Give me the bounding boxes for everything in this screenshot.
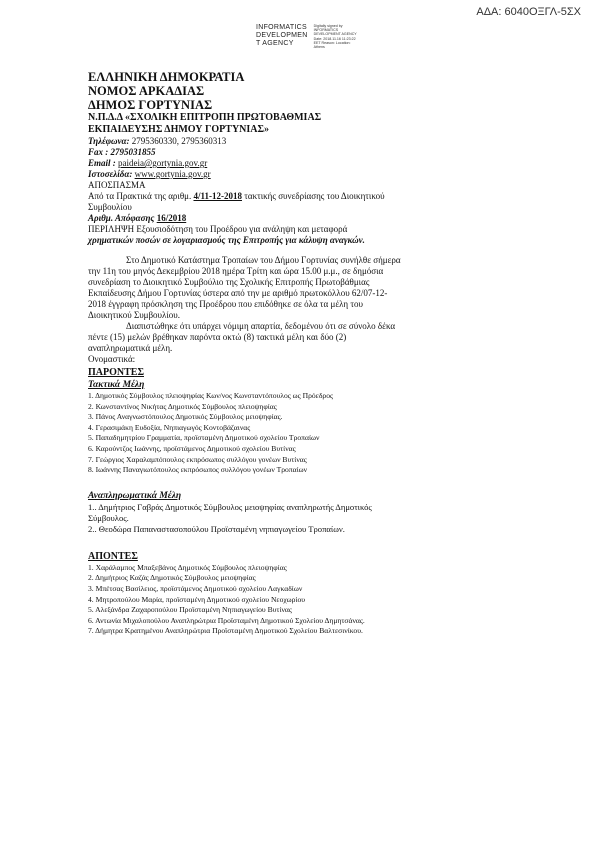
digital-signature-stamp <box>256 24 362 49</box>
para-line: αναπληρωματικά μέλη. <box>88 343 173 353</box>
header-municipality: ΔΗΜΟΣ ΓΟΡΤΥΝΙΑΣ <box>88 98 213 112</box>
document-title: ΑΠΟΣΠΑΣΜΑ <box>88 180 146 190</box>
paragraph-session <box>88 255 506 321</box>
para-line: 2018 έγγραφη πρόσκληση της Προέδρου που επιδόθηκε σε όλα τα μέλη του <box>88 299 363 309</box>
minutes-line <box>88 191 506 202</box>
para-line: Διοικητικού Συμβουλίου. <box>88 310 180 320</box>
minutes-number: 4/11-12-2018 <box>193 191 242 201</box>
header-republic: ΕΛΛΗΝΙΚΗ ΔΗΜΟΚΡΑΤΙΑ <box>88 70 245 84</box>
summary-line-2: χρηματικών ποσών σε λογαριασμούς της Επιτροπής για κάλυψη αναγκών. <box>88 235 365 245</box>
list-item: 4. Γερασιμάκη Ευδοξία, Νηπιαγωγός Κοντοβάζαινας <box>88 422 251 432</box>
spacer <box>88 535 506 549</box>
list-item: 3. Μπέτσας Βασίλειος, προϊστάμενος Δημοτικού σχολείου Λαγκαδίων <box>88 583 303 593</box>
paragraph-quorum <box>88 321 506 354</box>
summary-line-1: ΠΕΡΙΛΗΨΗ Εξουσιοδότηση του Προέδρου για ανάληψη και μεταφορά <box>88 224 348 234</box>
phone-line <box>88 136 506 147</box>
list-item: 7. Γεώργιος Χαραλαμπόπουλος εκπρόσωπος συλλόγου γονέων Βυτίνας <box>88 454 307 464</box>
minutes-suffix: τακτικής συνεδρίασης του Διοικητικού <box>241 191 385 201</box>
list-item: 5. Παπαδημητρίου Γραμματία, προϊσταμένη Δημοτικού σχολείου Τροπαίων <box>88 433 320 443</box>
regular-members-list <box>88 391 506 476</box>
para-line: πέντε (15) μελών βρέθηκαν παρόντα οκτώ (8) τακτικά μέλη και δύο (2) <box>88 332 347 342</box>
email-line <box>88 158 506 169</box>
list-item: 2. Κωνσταντίνος Νικήτας Δημοτικός Σύμβουλος πλειοψηφίας <box>88 401 277 411</box>
list-item: 1. Δημοτικός Σύμβουλος πλειοψηφίας Κων/νος Κωνσταντόπουλος ως Πρόεδρος <box>88 391 334 400</box>
list-item: 2.. Θεοδώρα Παπαναστασοπούλου Προϊσταμένη νηπιαγωγείου Τροπαίων. <box>88 523 345 534</box>
alternate-members-list <box>88 502 506 535</box>
decision-line <box>88 213 506 224</box>
list-item: 4. Μητροπούλου Μαρία, προϊσταμένη Δημοτικού σχολείου Νεοχωρίου <box>88 594 306 604</box>
website-link[interactable]: www.gortynia.gov.gr <box>134 169 211 179</box>
document-body <box>88 70 506 637</box>
phone-label: Τηλέφωνα: <box>88 136 130 146</box>
para-line: Στο Δημοτικό Κατάστημα Τροπαίων του Δήμου Γορτυνίας συνήλθε σήμερα <box>126 255 401 265</box>
email-link[interactable]: paideia@gortynia.gov.gr <box>118 158 208 168</box>
list-item: 1.. Δημήτριος Γαβράς Δημοτικός Σύμβουλος μειοψηφίας αναπληρωτής Δημοτικός <box>88 501 372 512</box>
decision-number: 16/2018 <box>156 213 187 223</box>
logo-line: INFORMATICS <box>256 24 308 31</box>
regular-members-heading: Τακτικά Μέλη <box>88 380 145 390</box>
absent-heading: ΑΠΟΝΤΕΣ <box>88 550 138 562</box>
para-line: την 11η του μηνός Δεκεμβρίου 2018 ημέρα Τρίτη και ώρα 15.00 μ.μ., σε δημόσια <box>88 266 384 276</box>
list-item: 6. Αντωνία Μιχαλοπούλου Αναπληρώτρια Προϊσταμένη Δημοτικού Σχολείου Δημητσάνας. <box>88 615 365 625</box>
list-item: 6. Καρούντζος Ιωάννης, προϊστάμενος Δημοτικού σχολείου Βυτίνας <box>88 443 296 453</box>
names-label: Ονομαστικά: <box>88 354 136 364</box>
minutes-prefix: Από τα Πρακτικά της αριθμ. <box>88 191 194 201</box>
absent-members-list <box>88 563 506 637</box>
list-item: 3. Πάνος Αναγνωστόπουλος Δημοτικός Σύμβουλος μειοψηφίας. <box>88 412 283 422</box>
fax-line: Fax : 2795031855 <box>88 147 156 157</box>
para-line: Διαπιστώθηκε ότι υπάρχει νόμιμη απαρτία, δεδομένου ότι σε σύνολο δέκα <box>126 321 396 331</box>
alternate-members-heading: Αναπληρωματικά Μέλη <box>88 490 182 501</box>
list-item: 1. Χαράλαμπος Μπαξεβάνος Δημοτικός Σύμβουλος πλειοψηφίας <box>88 562 287 572</box>
website-line <box>88 169 506 180</box>
signature-details: Digitally signed by INFORMATICS DEVELOPMENT AGENCY Date: 2018.11.16 11:23:22 EET Reason: Location: Athens <box>313 24 357 50</box>
email-label: Email : <box>88 158 119 168</box>
header-prefecture: ΝΟΜΟΣ ΑΡΚΑΔΙΑΣ <box>88 84 205 98</box>
list-item: 8. Ιωάννης Παναγιωτόπουλος εκπρόσωπος συλλόγου γονέων Τροπαίων <box>88 465 308 475</box>
entity-line-1: Ν.Π.Δ.Δ «ΣΧΟΛΙΚΗ ΕΠΙΤΡΟΠΗ ΠΡΩΤΟΒΑΘΜΙΑΣ <box>88 112 322 123</box>
present-heading: ΠΑΡΟΝΤΕΣ <box>88 367 144 378</box>
list-item: 2. Δημήτριος Καζάς Δημοτικός Σύμβουλος μειοψηφίας <box>88 573 256 583</box>
para-line: Εκπαίδευσης Δήμου Γορτυνίας ύστερα από την με αριθμό πρωτοκόλλου 62/07-12- <box>88 288 388 298</box>
phone-value: 2795360330, 2795360313 <box>129 136 227 146</box>
decision-label: Αριθμ. Απόφασης <box>88 213 157 223</box>
para-line: συνεδρίαση το Διοικητικό Συμβούλιο της Σχολικής Επιτροπής Πρωτοβάθμιας <box>88 277 370 287</box>
list-item: Σύμβουλος. <box>88 512 129 523</box>
entity-line-2: ΕΚΠΑΙΔΕΥΣΗΣ ΔΗΜΟΥ ΓΟΡΤΥΝΙΑΣ» <box>88 124 270 135</box>
spacer <box>88 476 506 490</box>
spacer <box>88 246 506 255</box>
list-item: 7. Δήμητρα Κρατημένου Αναπληρώτρια Προϊσταμένη Δημοτικού Σχολείου Βαλτεσινίκου. <box>88 626 363 636</box>
website-label: Ιστοσελίδα: <box>88 169 135 179</box>
minutes-line-2: Συμβουλίου <box>88 202 132 212</box>
logo-line: DEVELOPMEN <box>256 32 308 39</box>
list-item: 5. Αλεξάνδρα Ζαχαροπούλου Προϊσταμένη Νηπιαγωγείου Βυτίνας <box>88 605 292 615</box>
logo-line: T AGENCY <box>256 40 294 47</box>
signature-logo <box>256 24 308 49</box>
ada-code: ΑΔΑ: 6040ΟΞΓΛ-5ΣΧ <box>476 6 581 18</box>
